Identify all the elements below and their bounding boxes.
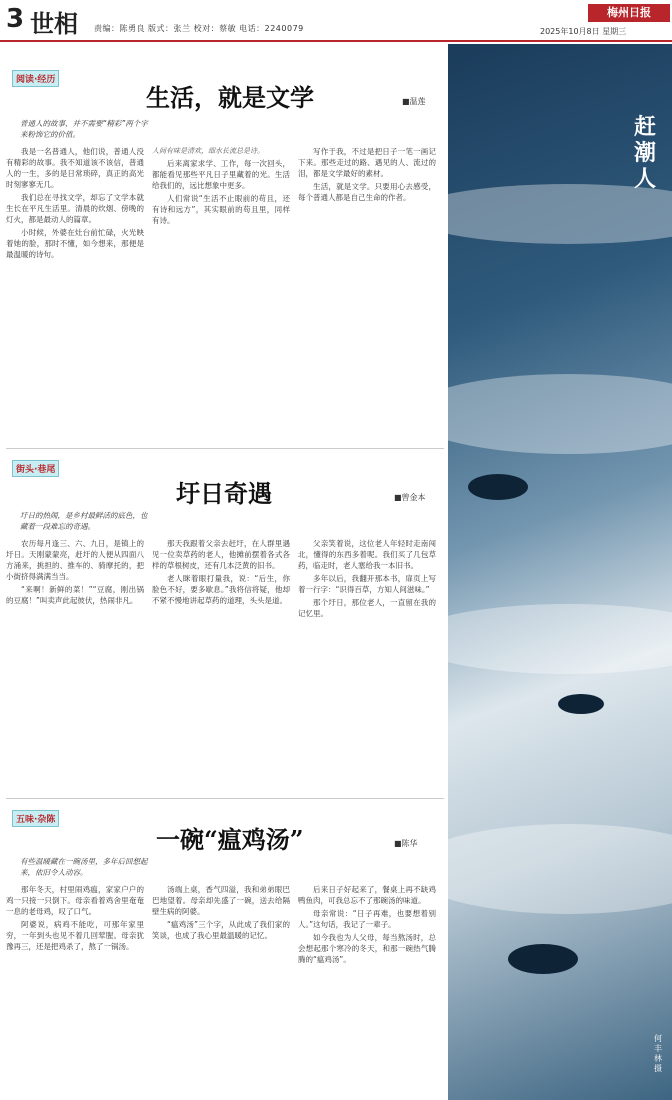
header-rule — [0, 40, 672, 42]
article-intro: 圩日的热闹，是乡村最鲜活的底色，也藏着一段难忘的奇遇。 — [20, 511, 148, 531]
poem-quote: 人间有味是清欢，细水长流总是诗。 — [152, 147, 264, 155]
article-tag: 阅读·经历 — [6, 64, 60, 98]
article-body — [6, 884, 436, 1090]
body-column — [152, 884, 290, 1090]
body-column — [6, 884, 144, 1090]
tide-chasers-photo — [448, 44, 672, 1100]
wave-crest — [448, 824, 672, 914]
section-title: 世相 — [30, 10, 78, 38]
article-body — [6, 146, 436, 436]
paragraph: 那天我跟着父亲去赶圩，在人群里遇见一位卖草药的老人，他摊前摆着各式各样的草根树皮，还有几本泛黄的旧书。 — [152, 539, 290, 570]
paragraph: 人们常说“生活不止眼前的苟且，还有诗和远方”，其实眼前的苟且里，同样有诗。 — [152, 194, 290, 225]
photo-credit: 何丰林摄 — [654, 1034, 662, 1073]
body-column — [298, 538, 436, 788]
paragraph: 母亲常说：“日子再难，也要想着别人。”这句话，我记了一辈子。 — [298, 909, 436, 929]
article-byline: ■陈华 — [394, 839, 418, 848]
paragraph: “来啊！新鲜的菜！”“豆腐，刚出锅的豆腐！”叫卖声此起彼伏，热闹非凡。 — [6, 585, 144, 605]
wave-crest — [448, 604, 672, 674]
article-body — [6, 538, 436, 788]
paragraph: 后来日子好起来了，餐桌上再不缺鸡鸭鱼肉，可我总忘不了那碗汤的味道。 — [298, 885, 436, 905]
body-column — [152, 538, 290, 788]
article-chicken-soup — [6, 804, 444, 1096]
newspaper-logo: 梅州日报 — [588, 4, 670, 22]
page-header — [0, 0, 672, 40]
body-column — [152, 146, 290, 436]
body-column — [298, 146, 436, 436]
paragraph: 生活，就是文学。只要用心去感受，每个普通人都是自己生命的作者。 — [298, 182, 436, 202]
publish-date: 2025年10月8日 星期三 — [540, 27, 627, 36]
paragraph: 老人眯着眼打量我，说：“后生，你脸色不好，要多歇息。”我将信将疑，他却不紧不慢地讲起草药的道理，头头是道。 — [152, 574, 290, 605]
body-column — [6, 538, 144, 788]
paragraph: 阿婆说，病鸡不能吃，可那年家里穷，一年到头也见不着几回荤腥。母亲犹豫再三，还是把鸡杀了，熬了一锅汤。 — [6, 920, 144, 951]
rock — [508, 944, 578, 974]
article-intro: 有些温暖藏在一碗汤里，多年后回想起来，依旧令人动容。 — [20, 857, 148, 877]
paragraph: “瘟鸡汤”三个字，从此成了我们家的笑谈，也成了我心里最温暖的记忆。 — [152, 920, 290, 940]
article-tag: 街头·巷尾 — [6, 454, 60, 488]
body-column — [298, 884, 436, 1090]
article-byline: ■曾金本 — [394, 493, 426, 502]
editor-credits: 责编：陈勇良 版式：张兰 校对：蔡敏 电话：2240079 — [94, 24, 304, 33]
wave-crest — [448, 184, 672, 244]
page-number: 3 — [6, 4, 25, 34]
article-byline: ■温莲 — [402, 97, 426, 106]
paragraph: 如今我也为人父母，每当熬汤时，总会想起那个寒冷的冬天，和那一碗热气腾腾的“瘟鸡汤”。 — [298, 933, 436, 964]
article-tag: 五味·杂陈 — [6, 804, 60, 838]
rock — [468, 474, 528, 500]
article-life-literature — [6, 64, 444, 444]
paragraph: 我是一名普通人，他们说，普通人没有精彩的故事。我不知道该不该信，普通人的一生，多的是日常琐碎，真正的高光时刻寥寥无几。 — [6, 147, 144, 189]
paragraph: 那个圩日，那位老人，一直留在我的记忆里。 — [298, 598, 436, 618]
paragraph: 我们总在寻找文学，却忘了文学本就生长在平凡生活里。清晨的炊烟、傍晚的灯火，都是最动人的篇章。 — [6, 193, 144, 224]
article-intro: 普通人的故事，并不需要“精彩”两个字来粉饰它的价值。 — [20, 119, 148, 139]
paragraph: 小时候，外婆在灶台前忙碌，火光映着她的脸，那时不懂，如今想来，那便是最温暖的诗句。 — [6, 228, 144, 259]
paragraph: 那年冬天，村里闹鸡瘟，家家户户的鸡一只接一只倒下。母亲看着鸡舍里奄奄一息的老母鸡，叹了口气。 — [6, 885, 144, 916]
article-headline: 生活，就是文学 — [146, 83, 314, 112]
article-headline: 圩日奇遇 — [176, 479, 272, 508]
wave-crest — [448, 374, 672, 454]
paragraph: 写作于我，不过是把日子一笔一画记下来。那些走过的路、遇见的人、流过的泪，都是文学最好的素材。 — [298, 147, 436, 178]
rock — [558, 694, 604, 714]
articles-column — [0, 44, 448, 1100]
photo-title: 赶潮人 — [634, 114, 657, 192]
paragraph: 汤端上桌，香气四溢，我和弟弟眼巴巴地望着。母亲却先盛了一碗，送去给隔壁生病的阿婆。 — [152, 885, 290, 916]
body-column — [6, 146, 144, 436]
section-divider — [6, 798, 444, 799]
article-market-day — [6, 454, 444, 794]
paragraph: 多年以后，我翻开那本书，扉页上写着一行字：“识得百草，方知人间滋味。” — [298, 574, 436, 594]
article-headline: 一碗“瘟鸡汤” — [156, 825, 304, 854]
paragraph: 农历每月逢三、六、九日，是镇上的圩日。天刚蒙蒙亮，赶圩的人便从四面八方涌来，挑担的、推车的、骑摩托的，把小街挤得满满当当。 — [6, 539, 144, 581]
paragraph: 父亲笑着说，这位老人年轻时走南闯北，懂得的东西多着呢。我们买了几包草药，临走时，老人塞给我一本旧书。 — [298, 539, 436, 570]
paragraph: 后来离家求学、工作，每一次回头，都能看见那些平凡日子里藏着的光。生活给我们的，远比想象中更多。 — [152, 159, 290, 190]
section-divider — [6, 448, 444, 449]
